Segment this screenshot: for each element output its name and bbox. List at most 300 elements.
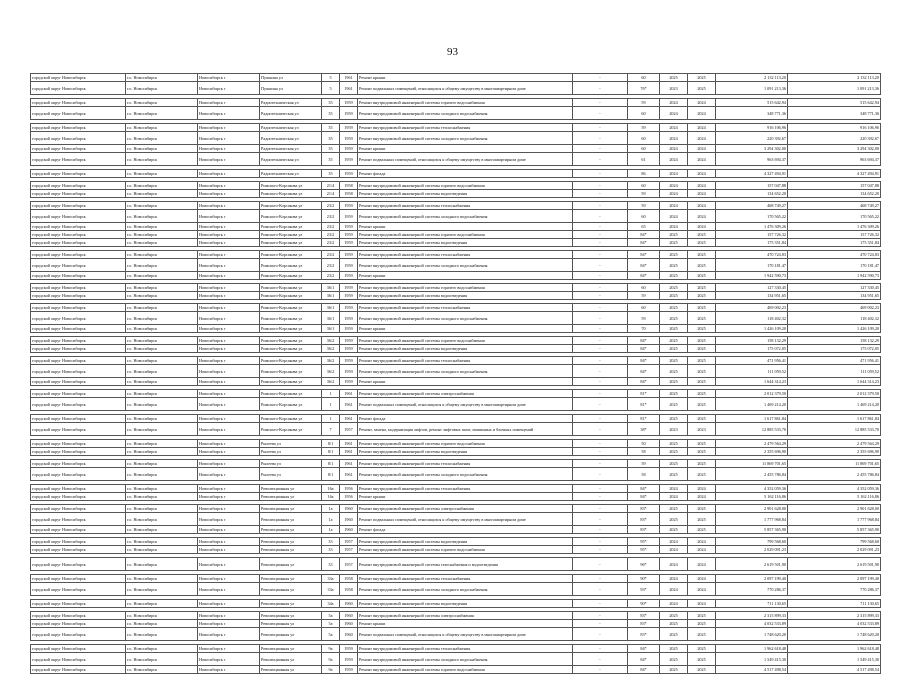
- table-row: [31, 513, 881, 526]
- table-cell: 1а: [322, 526, 340, 534]
- table-cell: 23/2: [322, 259, 340, 272]
- table-cell: г.о. Новосибирск: [126, 284, 198, 292]
- table-cell: 4 032 533,89: [716, 620, 788, 628]
- table-cell: 35: [322, 145, 340, 153]
- table-cell: -: [573, 612, 628, 620]
- table-cell: Новосибирск г: [198, 378, 260, 386]
- table-cell: Новосибирск г: [198, 182, 260, 190]
- table-cell: 2024: [660, 132, 688, 145]
- table-cell: 1959: [340, 645, 358, 653]
- table-cell: 2025: [660, 272, 688, 280]
- table-cell: 170 181,47: [788, 259, 881, 272]
- table-cell: 1959: [340, 210, 358, 223]
- table-cell: 2025: [688, 365, 716, 378]
- table-cell: Ремонт крыши: [358, 378, 573, 386]
- table-cell: Революционная ул: [260, 612, 322, 620]
- table-cell: Ремонт подвальных помещений, относящихся к общему имуществу в многоквартирном доме: [358, 513, 573, 526]
- table-cell: 4 352 059,36: [788, 485, 881, 493]
- table-cell: 2 029 091,23: [716, 546, 788, 554]
- table-cell: -: [573, 182, 628, 190]
- table-cell: 38*: [628, 423, 660, 436]
- table-cell: 1960: [340, 628, 358, 641]
- table-cell: 60: [628, 284, 660, 292]
- table-cell: Ремонт внутридомовой инженерной системы теплоснабжения: [358, 124, 573, 132]
- table-cell: Ремонт внутридомовой инженерной системы холодного водоснабжения: [358, 259, 573, 272]
- table-cell: Римского-Корсакова ул: [260, 378, 322, 386]
- table-cell: 8/1: [322, 460, 340, 468]
- table-cell: Новосибирск г: [198, 365, 260, 378]
- table-cell: 2025: [660, 666, 688, 674]
- table-row: [31, 365, 881, 378]
- table-cell: городской округ Новосибирск: [31, 182, 126, 190]
- table-row: [31, 210, 881, 223]
- table-cell: г.о. Новосибирск: [126, 190, 198, 198]
- table-cell: г.о. Новосибирск: [126, 666, 198, 674]
- table-cell: Новосибирск г: [198, 526, 260, 534]
- table-cell: 1 777 968,84: [788, 513, 881, 526]
- table-cell: городской округ Новосибирск: [31, 259, 126, 272]
- table-cell: городской округ Новосибирск: [31, 460, 126, 468]
- table-cell: 83*: [628, 513, 660, 526]
- table-cell: Новосибирск г: [198, 575, 260, 583]
- table-cell: 84*: [628, 251, 660, 259]
- table-cell: 1959: [340, 259, 358, 272]
- table-cell: Ремонт внутридомовой инженерной системы горячего водоснабжения: [358, 337, 573, 345]
- table-row: [31, 423, 881, 436]
- table-cell: Римского-Корсакова ул: [260, 365, 322, 378]
- table-row: [31, 272, 881, 280]
- table-cell: 2025: [688, 526, 716, 534]
- table-cell: -: [573, 448, 628, 456]
- table-cell: Ремонт подвальных помещений, относящихся к общему имуществу в многоквартирном доме: [358, 398, 573, 411]
- table-cell: Ремонт подвальных помещений, относящихся к общему имуществу в многоквартирном доме: [358, 153, 573, 166]
- table-row: [31, 460, 881, 468]
- table-cell: Революционная ул: [260, 628, 322, 641]
- table-cell: 2025: [688, 653, 716, 666]
- table-cell: Новосибирск г: [198, 628, 260, 641]
- table-cell: 2025: [660, 345, 688, 353]
- table-cell: 1960: [340, 612, 358, 620]
- table-cell: 2024: [688, 583, 716, 596]
- table-cell: Римского-Корсакова ул: [260, 259, 322, 272]
- table-row: [31, 124, 881, 132]
- table-cell: Рылеева ул: [260, 460, 322, 468]
- table-cell: 1 644 314,23: [716, 378, 788, 386]
- table-cell: 9а: [322, 645, 340, 653]
- table-cell: 175 072,05: [788, 345, 881, 353]
- table-cell: г.о. Новосибирск: [126, 259, 198, 272]
- table-cell: г.о. Новосибирск: [126, 145, 198, 153]
- table-cell: 83*: [628, 612, 660, 620]
- table-cell: Римского-Корсакова ул: [260, 337, 322, 345]
- table-cell: г.о. Новосибирск: [126, 292, 198, 300]
- table-cell: 2025: [688, 337, 716, 345]
- table-cell: Римского-Корсакова ул: [260, 415, 322, 423]
- table-cell: Ремонт внутридомовой инженерной системы теплоснабжения: [358, 304, 573, 312]
- table-cell: 2025: [688, 251, 716, 259]
- table-cell: 59: [628, 202, 660, 210]
- table-cell: 157 726,32: [716, 231, 788, 239]
- table-cell: Ремонт внутридомовой инженерной системы электроснабжения: [358, 505, 573, 513]
- table-cell: 2025: [660, 74, 688, 82]
- table-row: [31, 107, 881, 120]
- table-cell: 134 652,20: [716, 190, 788, 198]
- table-cell: 1959: [340, 107, 358, 120]
- table-cell: 35: [322, 124, 340, 132]
- table-cell: Ремонт внутридомовой инженерной системы горячего водоснабжения: [358, 546, 573, 554]
- table-cell: Ремонт крыши: [358, 74, 573, 82]
- table-cell: 1961: [340, 468, 358, 481]
- table-cell: 2025: [660, 337, 688, 345]
- table-cell: Ремонт внутридомовой инженерной системы холодного водоснабжения: [358, 653, 573, 666]
- table-cell: 470 724,83: [716, 251, 788, 259]
- table-cell: 175 351,84: [788, 239, 881, 247]
- table-cell: 111 059,52: [788, 365, 881, 378]
- table-cell: 2025: [660, 284, 688, 292]
- table-cell: Ремонт внутридомовой инженерной системы горячего водоснабжения: [358, 440, 573, 448]
- table-cell: Революционная ул: [260, 493, 322, 501]
- table-cell: 60: [628, 182, 660, 190]
- table-cell: городской округ Новосибирск: [31, 583, 126, 596]
- table-cell: Римского-Корсакова ул: [260, 390, 322, 398]
- table-cell: -: [573, 526, 628, 534]
- table-cell: Ремонт внутридомовой инженерной системы электроснабжения: [358, 612, 573, 620]
- table-row: [31, 415, 881, 423]
- table-cell: городской округ Новосибирск: [31, 223, 126, 231]
- table-cell: 468 749,27: [716, 202, 788, 210]
- table-cell: 1961: [340, 415, 358, 423]
- table-cell: г.о. Новосибирск: [126, 337, 198, 345]
- table-cell: г.о. Новосибирск: [126, 124, 198, 132]
- table-cell: 1959: [340, 365, 358, 378]
- table-cell: г.о. Новосибирск: [126, 107, 198, 120]
- table-cell: 1959: [340, 272, 358, 280]
- table-cell: 21/4: [322, 190, 340, 198]
- table-cell: 90*: [628, 575, 660, 583]
- table-row: [31, 292, 881, 300]
- table-cell: Ремонт внутридомовой инженерной системы водоотведения: [358, 190, 573, 198]
- table-cell: 134 652,20: [788, 190, 881, 198]
- table-cell: -: [573, 231, 628, 239]
- table-cell: 1961: [340, 82, 358, 95]
- table-cell: Новосибирск г: [198, 284, 260, 292]
- table-cell: 1а: [322, 505, 340, 513]
- table-row: [31, 620, 881, 628]
- table-cell: 2024: [688, 107, 716, 120]
- table-cell: 4 517 498,54: [716, 666, 788, 674]
- table-cell: 2025: [688, 505, 716, 513]
- table-cell: городской округ Новосибирск: [31, 170, 126, 178]
- table-cell: 23/2: [322, 251, 340, 259]
- table-row: [31, 357, 881, 365]
- table-cell: г.о. Новосибирск: [126, 493, 198, 501]
- table-cell: 1961: [340, 460, 358, 468]
- table-cell: Новосибирск г: [198, 124, 260, 132]
- table-cell: 2025: [660, 628, 688, 641]
- table-cell: городской округ Новосибирск: [31, 337, 126, 345]
- table-cell: 5 162 116,86: [788, 493, 881, 501]
- table-row: [31, 493, 881, 501]
- table-cell: 2024: [660, 583, 688, 596]
- table-cell: 2 012 379,50: [716, 390, 788, 398]
- table-cell: Римского-Корсакова ул: [260, 272, 322, 280]
- table-cell: 9а: [322, 666, 340, 674]
- table-cell: 2025: [688, 612, 716, 620]
- table-cell: 2 619 501,90: [716, 558, 788, 571]
- table-cell: 1956: [340, 493, 358, 501]
- table-cell: Рылеева ул: [260, 468, 322, 481]
- table-cell: Ремонт внутридомовой инженерной системы теплоснабжения: [358, 202, 573, 210]
- table-cell: Новосибирск г: [198, 448, 260, 456]
- table-cell: г.о. Новосибирск: [126, 485, 198, 493]
- table-cell: 84*: [628, 485, 660, 493]
- table-cell: 1 549 415,30: [716, 653, 788, 666]
- table-cell: 1 091 213,36: [788, 82, 881, 95]
- table-cell: 2024: [660, 223, 688, 231]
- table-cell: -: [573, 325, 628, 333]
- table-cell: городской округ Новосибирск: [31, 284, 126, 292]
- table-cell: 2025: [688, 460, 716, 468]
- table-cell: 1 469 214,20: [716, 398, 788, 411]
- table-cell: Пушкина ул: [260, 74, 322, 82]
- table-cell: 157 726,32: [788, 231, 881, 239]
- table-cell: Римского-Корсакова ул: [260, 423, 322, 436]
- table-cell: 1959: [340, 124, 358, 132]
- table-cell: 1 962 618,48: [788, 645, 881, 653]
- table-cell: городской округ Новосибирск: [31, 538, 126, 546]
- table-cell: 1959: [340, 345, 358, 353]
- table-cell: 5 857 365,90: [788, 526, 881, 534]
- table-cell: 2 355 696,90: [716, 448, 788, 456]
- table-cell: Римского-Корсакова ул: [260, 251, 322, 259]
- table-cell: 2024: [688, 99, 716, 107]
- table-cell: 2025: [660, 390, 688, 398]
- table-cell: Новосибирск г: [198, 304, 260, 312]
- table-cell: 2025: [660, 645, 688, 653]
- table-cell: Новосибирск г: [198, 107, 260, 120]
- table-cell: 35: [322, 153, 340, 166]
- table-cell: Римского-Корсакова ул: [260, 292, 322, 300]
- table-cell: 93*: [628, 583, 660, 596]
- table-cell: Ремонт фасада: [358, 415, 573, 423]
- table-cell: 1959: [340, 666, 358, 674]
- table-cell: 220 392,67: [716, 132, 788, 145]
- table-cell: Революционная ул: [260, 546, 322, 554]
- table-cell: 2024: [660, 493, 688, 501]
- table-cell: -: [573, 505, 628, 513]
- table-cell: 2024: [688, 190, 716, 198]
- table-cell: городской округ Новосибирск: [31, 575, 126, 583]
- table-cell: г.о. Новосибирск: [126, 620, 198, 628]
- table-cell: Новосибирск г: [198, 645, 260, 653]
- table-cell: Новосибирск г: [198, 292, 260, 300]
- table-cell: 8/1: [322, 468, 340, 481]
- table-cell: городской округ Новосибирск: [31, 239, 126, 247]
- table-cell: 11 869 701,65: [788, 460, 881, 468]
- table-cell: 1959: [340, 337, 358, 345]
- table-cell: г.о. Новосибирск: [126, 468, 198, 481]
- table-cell: 469 002,23: [788, 304, 881, 312]
- table-cell: 2024: [688, 170, 716, 178]
- table-cell: 61: [628, 153, 660, 166]
- table-cell: городской округ Новосибирск: [31, 666, 126, 674]
- table-cell: 1959: [340, 202, 358, 210]
- table-cell: 711 130,65: [716, 600, 788, 608]
- table-cell: -: [573, 460, 628, 468]
- table-cell: 2023: [688, 423, 716, 436]
- table-cell: 1961: [340, 398, 358, 411]
- table-cell: 95*: [628, 538, 660, 546]
- table-cell: 170 181,47: [716, 259, 788, 272]
- table-cell: г.о. Новосибирск: [126, 390, 198, 398]
- table-cell: 170 565,22: [716, 210, 788, 223]
- table-cell: городской округ Новосибирск: [31, 448, 126, 456]
- table-cell: г.о. Новосибирск: [126, 345, 198, 353]
- table-cell: городской округ Новосибирск: [31, 390, 126, 398]
- table-cell: Ремонт подвальных помещений, относящихся к общему имуществу в многоквартирном доме: [358, 628, 573, 641]
- table-cell: городской округ Новосибирск: [31, 493, 126, 501]
- table-cell: 50: [628, 440, 660, 448]
- table-cell: -: [573, 312, 628, 325]
- table-cell: 2024: [688, 153, 716, 166]
- table-cell: -: [573, 645, 628, 653]
- table-cell: 84*: [628, 365, 660, 378]
- table-cell: Ремонт крыши: [358, 223, 573, 231]
- table-cell: Ремонт внутридомовой инженерной системы водоотведения: [358, 448, 573, 456]
- table-row: [31, 99, 881, 107]
- table-cell: 158 132,29: [788, 337, 881, 345]
- table-cell: Новосибирск г: [198, 99, 260, 107]
- table-body: [31, 74, 881, 674]
- table-cell: 2025: [660, 292, 688, 300]
- table-cell: Римского-Корсакова ул: [260, 231, 322, 239]
- table-cell: Ремонт внутридомовой инженерной системы водоотведения: [358, 538, 573, 546]
- table-cell: 1959: [340, 378, 358, 386]
- table-cell: Ремонт внутридомовой инженерной системы теплоснабжения: [358, 645, 573, 653]
- table-cell: 2025: [688, 513, 716, 526]
- table-cell: городской округ Новосибирск: [31, 653, 126, 666]
- table-cell: 2025: [688, 259, 716, 272]
- table-cell: 916 106,96: [716, 124, 788, 132]
- table-cell: 84*: [628, 272, 660, 280]
- table-cell: 59: [628, 99, 660, 107]
- table-cell: 1958: [340, 182, 358, 190]
- table-cell: городской округ Новосибирск: [31, 325, 126, 333]
- table-cell: 2025: [688, 666, 716, 674]
- table-cell: 2 315 899,33: [788, 612, 881, 620]
- table-cell: 1959: [340, 170, 358, 178]
- table-cell: 1957: [340, 546, 358, 554]
- table-row: [31, 337, 881, 345]
- table-cell: Ремонт фасада: [358, 170, 573, 178]
- table-cell: -: [573, 628, 628, 641]
- table-cell: 2025: [688, 312, 716, 325]
- table-cell: 2024: [660, 546, 688, 554]
- table-cell: -: [573, 468, 628, 481]
- repair-schedule-table: [30, 73, 881, 674]
- table-cell: -: [573, 99, 628, 107]
- table-cell: 799 568,60: [788, 538, 881, 546]
- table-cell: городской округ Новосибирск: [31, 558, 126, 571]
- table-cell: городской округ Новосибирск: [31, 345, 126, 353]
- table-row: [31, 628, 881, 641]
- table-row: [31, 304, 881, 312]
- table-cell: 2024: [660, 485, 688, 493]
- table-cell: 157 047,88: [788, 182, 881, 190]
- table-cell: -: [573, 202, 628, 210]
- table-row: [31, 153, 881, 166]
- table-cell: -: [573, 666, 628, 674]
- table-cell: 1959: [340, 304, 358, 312]
- table-cell: Революционная ул: [260, 620, 322, 628]
- table-cell: 60: [628, 132, 660, 145]
- table-cell: Новосибирск г: [198, 357, 260, 365]
- table-row: [31, 575, 881, 583]
- table-row: [31, 239, 881, 247]
- table-cell: 84*: [628, 259, 660, 272]
- table-cell: 84*: [628, 239, 660, 247]
- table-cell: городской округ Новосибирск: [31, 546, 126, 554]
- table-row: [31, 190, 881, 198]
- table-cell: 83*: [628, 505, 660, 513]
- table-cell: 2024: [688, 182, 716, 190]
- table-cell: 33: [322, 538, 340, 546]
- table-cell: 2025: [660, 325, 688, 333]
- table-cell: 1959: [340, 239, 358, 247]
- table-cell: 2025: [688, 390, 716, 398]
- table-cell: городской округ Новосибирск: [31, 251, 126, 259]
- table-cell: 1957: [340, 423, 358, 436]
- table-cell: 1958: [340, 575, 358, 583]
- table-cell: Новосибирск г: [198, 170, 260, 178]
- table-cell: Новосибирск г: [198, 239, 260, 247]
- table-cell: Новосибирск г: [198, 337, 260, 345]
- table-cell: 2025: [688, 378, 716, 386]
- table-cell: 70: [628, 325, 660, 333]
- table-cell: 16а: [322, 493, 340, 501]
- table-cell: 7: [322, 423, 340, 436]
- table-cell: г.о. Новосибирск: [126, 600, 198, 608]
- table-cell: 84*: [628, 666, 660, 674]
- table-cell: 4 517 498,54: [788, 666, 881, 674]
- table-cell: 2025: [688, 415, 716, 423]
- table-cell: 1957: [340, 558, 358, 571]
- table-cell: городской округ Новосибирск: [31, 505, 126, 513]
- table-row: [31, 600, 881, 608]
- table-cell: Новосибирск г: [198, 251, 260, 259]
- table-cell: городской округ Новосибирск: [31, 378, 126, 386]
- table-cell: 2 315 899,33: [716, 612, 788, 620]
- table-cell: 3 294 302,00: [788, 145, 881, 153]
- table-cell: 8/1: [322, 448, 340, 456]
- table-cell: 59: [628, 292, 660, 300]
- table-cell: -: [573, 210, 628, 223]
- table-cell: 127 330,45: [788, 284, 881, 292]
- table-cell: г.о. Новосибирск: [126, 365, 198, 378]
- table-cell: Новосибирск г: [198, 423, 260, 436]
- table-cell: Ремонт внутридомовой инженерной системы теплоснабжения: [358, 485, 573, 493]
- table-cell: Рылеева ул: [260, 448, 322, 456]
- table-cell: 1959: [340, 231, 358, 239]
- table-cell: 1960: [340, 600, 358, 608]
- table-cell: 2025: [688, 398, 716, 411]
- table-cell: 2024: [660, 170, 688, 178]
- table-row: [31, 666, 881, 674]
- table-cell: 21/4: [322, 182, 340, 190]
- table-cell: 84*: [628, 357, 660, 365]
- table-cell: 33: [322, 558, 340, 571]
- table-cell: Ремонт внутридомовой инженерной системы теплоснабжения: [358, 460, 573, 468]
